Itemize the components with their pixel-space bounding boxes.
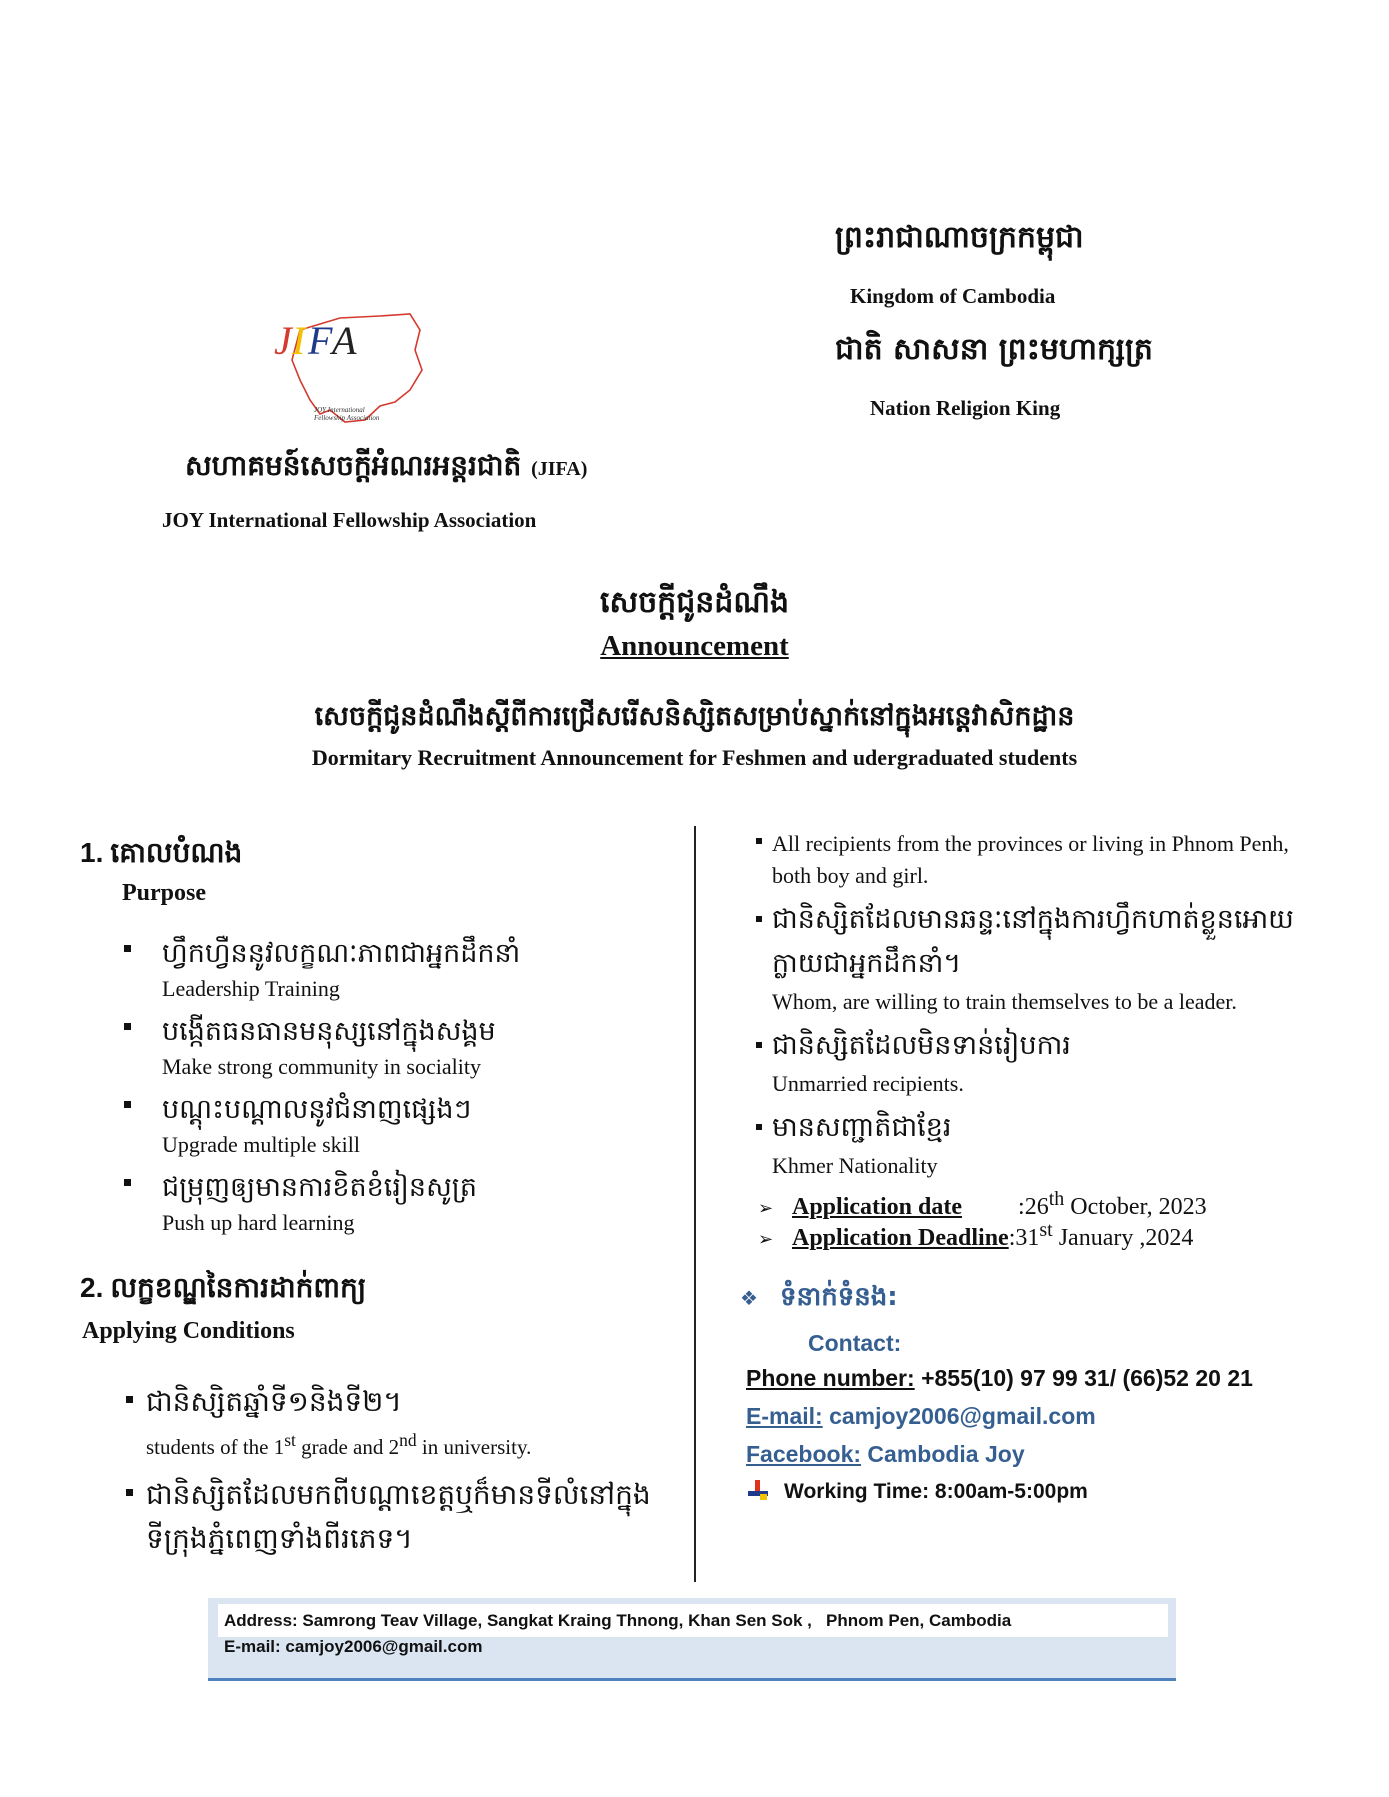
ordinal-suffix: th [1048,1188,1065,1210]
subject-english: Dormitary Recruitment Announcement for Feshmen and udergraduated students [311,745,1078,770]
contact-title-english: Contact: [808,1330,902,1356]
conditions-number: 2. [80,1272,104,1303]
bullet-icon [756,916,762,922]
purpose-title-english: Purpose [122,880,206,906]
list-item [752,828,1332,892]
conditions-list-right [752,828,1332,1188]
facebook-link[interactable]: Cambodia Joy [867,1441,1025,1467]
arrow-bullet-icon: ➢ [758,1198,774,1218]
org-name-khmer-text: សហាគមន៍សេចក្ដីអំណរអន្តរជាតិ [185,449,522,482]
purpose-title-khmer: គោលបំណង [110,836,243,869]
working-time-row [746,1480,1088,1504]
condition-text: in university. [416,1435,532,1459]
conditions-heading [80,1270,366,1311]
application-date-label: Application date [792,1194,963,1220]
kingdom-title-khmer: ព្រះរាជាណាចក្រកម្ពុជា [835,220,1084,255]
subject-khmer: សេចក្ដីជូនដំណឹងស្ដីពីការជ្រើសរើសនិស្សិតសម្រាប់ស្នាក់នៅក្នុងអន្តេវាសិកដ្ឋាន [314,701,1075,732]
phone-label: Phone number: [746,1365,915,1391]
kingdom-title-english: Kingdom of Cambodia [850,284,1056,308]
email-link[interactable]: camjoy2006@gmail.com [829,1403,1096,1429]
svg-text:I: I [292,318,306,363]
condition-item-english: All recipients from the provinces or living in Phnom Penh, both boy and girl. [772,831,1289,888]
list-item [120,1091,680,1161]
footer-address: Address: Samrong Teav Village, Sangkat Kraing Thnong, Khan Sen Sok , Phnom Pen, Cambodia [224,1611,1012,1630]
purpose-item-english: Push up hard learning [162,1210,355,1235]
email-row [746,1403,1096,1430]
ordinal-suffix: nd [399,1430,417,1450]
bullet-icon [124,1179,131,1186]
conditions-title-english: Applying Conditions [82,1318,295,1344]
conditions-list-left [120,1380,680,1571]
condition-item-khmer: ជានិស្សិតដែលមកពីបណ្ដាខេត្តឬក៏មានទីលំនៅក្នុងទីក្រុងភ្នំពេញទាំងពីរភេទ។ [146,1478,651,1555]
list-item [752,1024,1332,1100]
svg-text:J: J [274,318,292,363]
bullet-icon [124,1023,131,1030]
svg-text:JOY International: JOY International [314,406,365,414]
pin-bullet-icon [746,1480,770,1502]
purpose-list [120,935,680,1247]
list-item [120,935,680,1005]
contact-heading-khmer [740,1280,898,1318]
application-deadline-row: ➢ Application Deadline:31st January ,2024 [758,1219,1194,1251]
application-date-row: ➢ Application date :26th October, 2023 [758,1188,1207,1220]
bullet-icon [126,1489,133,1496]
facebook-label: Facebook: [746,1441,862,1467]
announcement-title-khmer: សេចក្ដីជូនដំណឹង [600,585,789,620]
list-item [752,898,1332,1018]
facebook-row [746,1441,1025,1468]
application-deadline-day: 31 [1015,1225,1040,1251]
conditions-title-khmer: លក្ខខណ្ឌនៃការដាក់ពាក្យ [110,1271,367,1304]
condition-item-khmer: មានសញ្ជាតិជាខ្មែរ [772,1112,952,1143]
list-item [120,1013,680,1083]
condition-item-english [146,1424,680,1463]
national-motto-english: Nation Religion King [870,396,1061,420]
bullet-icon [124,945,131,952]
purpose-item-english: Upgrade multiple skill [162,1132,360,1157]
org-name-english: JOY International Fellowship Association [162,508,537,532]
purpose-item-khmer: ជម្រុញឲ្យមានការខិតខំរៀនសូត្រ [162,1172,477,1203]
arrow-bullet-icon: ➢ [758,1229,774,1249]
application-deadline-rest: January ,2024 [1052,1225,1194,1251]
bullet-icon [756,1042,762,1048]
bullet-icon [126,1396,133,1403]
application-date-day: 26 [1024,1194,1049,1220]
condition-item-khmer: ជានិស្សិតដែលមិនទាន់រៀបការ [772,1030,1071,1061]
footer-email: E-mail: camjoy2006@gmail.com [224,1637,483,1656]
purpose-item-english: Leadership Training [162,976,340,1001]
purpose-number: 1. [80,837,104,868]
footer-address-box [208,1598,1176,1681]
condition-text: grade and 2 [295,1435,400,1459]
condition-item-khmer: ជានិស្សិតឆ្នាំទី១និងទី២។ [146,1385,402,1418]
bullet-icon [756,838,762,844]
svg-text:Fellowship Association: Fellowship Association [314,414,380,422]
phone-row [746,1365,1253,1392]
condition-text: students of the 1 [146,1435,285,1459]
condition-item-english: Unmarried recipients. [772,1071,964,1096]
list-item [120,1380,680,1463]
diamond-bullet-icon: ❖ [740,1286,758,1310]
contact-title-khmer: ទំនាក់ទំនង: [779,1282,898,1312]
org-abbreviation: (JIFA) [531,458,588,480]
ordinal-suffix: st [284,1430,296,1450]
purpose-item-khmer: បង្កើតធនធានមនុស្សនៅក្នុងសង្គម [162,1016,496,1047]
jifa-logo [270,310,430,440]
application-deadline-label: Application Deadline [792,1225,1009,1251]
purpose-item-english: Make strong community in sociality [162,1054,481,1079]
email-label: E-mail: [746,1403,823,1429]
org-name-khmer [185,448,587,489]
footer-address-inner [218,1604,1168,1637]
list-item [752,1106,1332,1182]
announcement-title-english: Announcement [600,630,789,662]
purpose-item-khmer: បណ្ដុះបណ្ដាលនូវជំនាញផ្សេងៗ [162,1094,472,1125]
column-divider [694,826,696,1582]
national-motto-khmer: ជាតិ សាសនា ព្រះមហាក្សត្រ [835,332,1153,367]
cambodia-map-icon [270,310,430,440]
ordinal-suffix: st [1039,1219,1053,1241]
working-time-text: Working Time: 8:00am-5:00pm [784,1480,1088,1503]
purpose-item-khmer: ហ្វឹកហ្វឺននូវលក្ខណៈភាពជាអ្នកដឹកនាំ [162,938,521,969]
list-item [120,1169,680,1239]
condition-item-khmer: ជានិស្សិតដែលមានឆន្ទៈនៅក្នុងការហ្វឹកហាត់ខ្លួនអោយក្លាយជាអ្នកដឹកនាំ។ [772,904,1294,979]
phone-value[interactable]: +855(10) 97 99 31/ (66)52 20 21 [921,1365,1253,1391]
svg-text:F: F [308,318,333,363]
condition-item-english: Khmer Nationality [772,1153,938,1178]
list-item [120,1473,680,1561]
purpose-heading [80,835,242,876]
application-date-rest: October, 2023 [1064,1194,1207,1220]
bullet-icon [756,1124,762,1130]
condition-item-english: Whom, are willing to train themselves to be a leader. [772,989,1237,1014]
svg-text:A: A [332,318,357,363]
bullet-icon [124,1101,131,1108]
